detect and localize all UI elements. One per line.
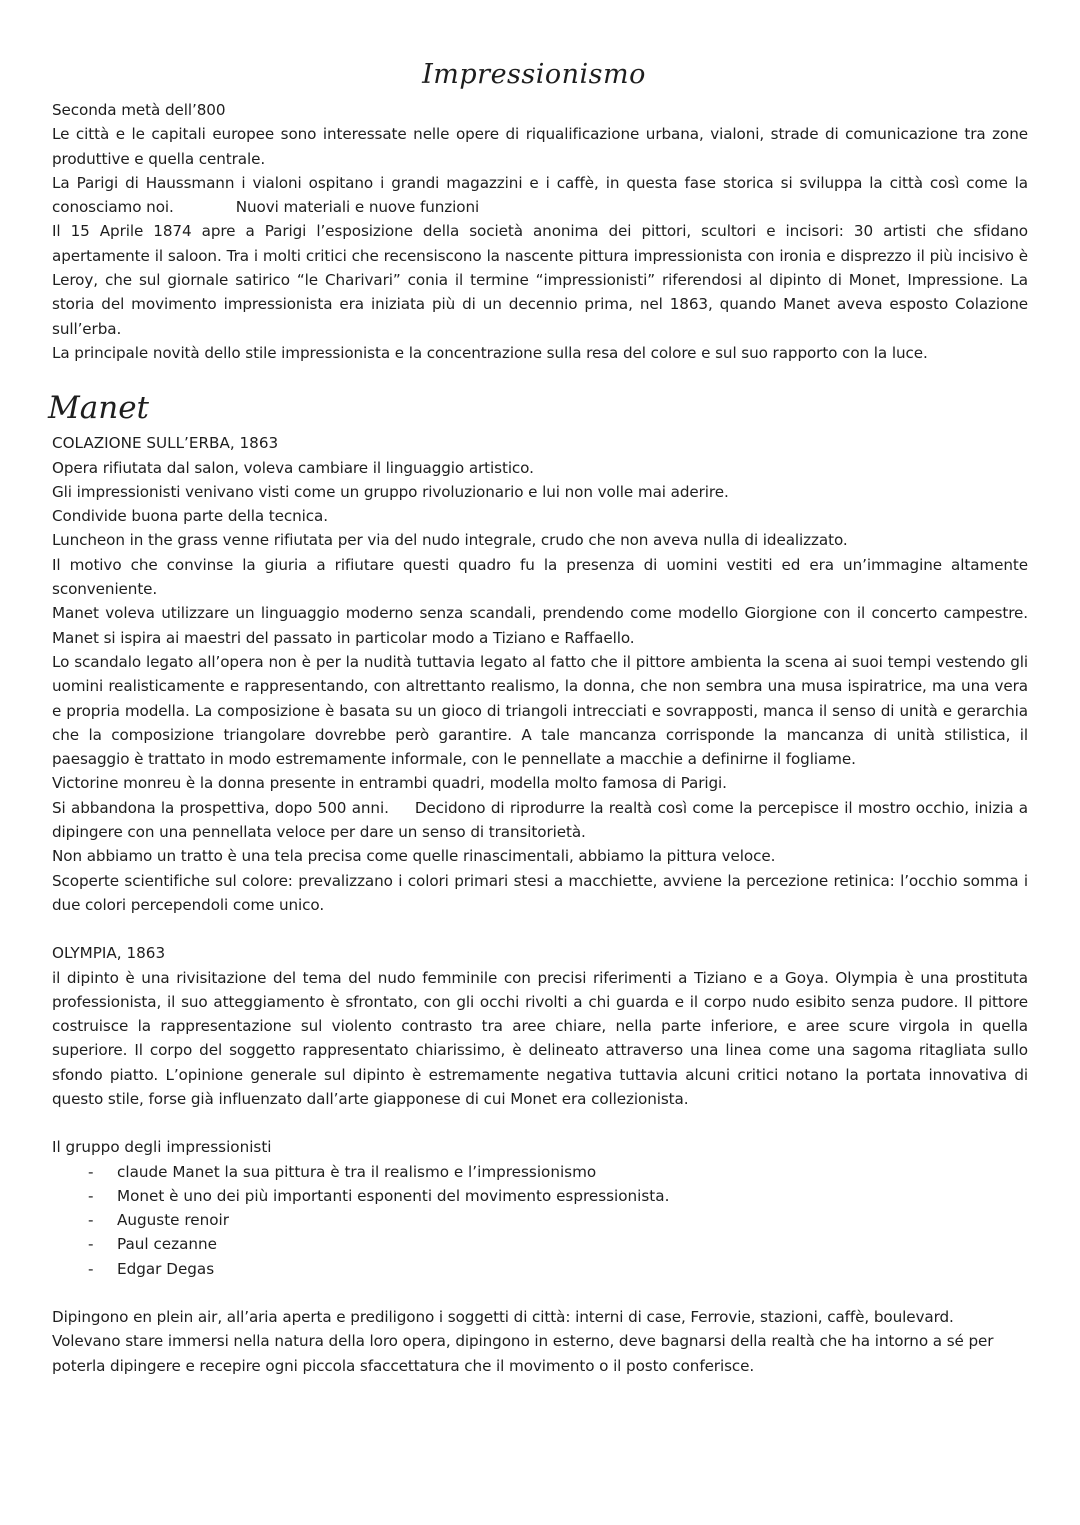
document-page bbox=[48, 58, 1028, 1378]
colazione-paragraph: Non abbiamo un tratto è una tela precisa come quelle rinascimentali, abbiamo la pittura veloce. bbox=[52, 847, 776, 866]
colazione-paragraph: Victorine monreu è la donna presente in entrambi quadri, modella molto famosa di Parigi. bbox=[52, 774, 727, 793]
closing-paragraph: Dipingono en plein air, all’aria aperta e prediligono i soggetti di città: interni di case, Ferrovie, stazioni, caffè, boulevard. bbox=[52, 1308, 954, 1327]
olympia-title: OLYMPIA, 1863 bbox=[52, 944, 166, 963]
page-title: Impressionismo bbox=[422, 59, 646, 90]
intro-paragraph bbox=[52, 171, 1028, 220]
colazione-paragraph: Luncheon in the grass venne rifiutata per via del nudo integrale, crudo che non aveva nulla di idealizzato. bbox=[52, 531, 848, 550]
colazione-paragraph: Condivide buona parte della tecnica. bbox=[52, 507, 328, 526]
perspective-text: Si abbandona la prospettiva, dopo 500 anni. bbox=[52, 798, 389, 817]
intro-paragraph: Le città e le capitali europee sono interessate nelle opere di riqualificazione urbana, vialoni, strade di comunicazione tra zone produttive e quella centrale. bbox=[52, 125, 1028, 168]
haussmann-text: La Parigi di Haussmann i vialoni ospitano i grandi magazzini e i caffè, in questa fase storica si sviluppa la città così come la conosciamo noi. bbox=[52, 173, 1028, 217]
closing-paragraph: Volevano stare immersi nella natura della loro opera, dipingono in esterno, deve bagnarsi della realtà che ha intorno a sé per poterla dipingere e recepire ogni piccola sfaccettatura che il movimento o il posto conferisce. bbox=[52, 1332, 994, 1375]
colazione-paragraph: Manet voleva utilizzare un linguaggio moderno senza scandali, prendendo come modello Giorgione con il concerto campestre. Manet si ispira ai maestri del passato in particolar modo a Tiziano e Raffaello. bbox=[52, 604, 1028, 647]
list-item: - claude Manet la sua pittura è tra il realismo e l’impressionismo bbox=[88, 1160, 1028, 1184]
intro-paragraph: La principale novità dello stile impressionista e la concentrazione sulla resa del colore e sul suo rapporto con la luce. bbox=[52, 343, 928, 362]
gruppo-title: Il gruppo degli impressionisti bbox=[52, 1138, 272, 1157]
list-item: - Monet è uno dei più importanti esponenti del movimento espressionista. bbox=[88, 1184, 1028, 1208]
colazione-paragraph: Scoperte scientifiche sul colore: prevalizzano i colori primari stesi a macchiette, avviene la percezione retinica: l’occhio somma i due colori percependoli come unico. bbox=[52, 871, 1028, 914]
impressionists-list bbox=[52, 1160, 1028, 1281]
intro-paragraph: Il 15 Aprile 1874 apre a Parigi l’esposizione della società anonima dei pittori, scultori e incisori: 30 artisti che sfidano apertamente il saloon. Tra i molti critici che recensiscono la nascente pittura impressionista con ironia e disprezzo il più incisivo è Leroy, che sul giornale satirico “le Charivari” conia il termine “impressionisti” riferendosi al dipinto di Monet, Impressione. La storia del movimento impressionista era iniziata più di un decennio prima, nel 1863, quando Manet aveva esposto Colazione sull’erba. bbox=[52, 222, 1028, 338]
colazione-paragraph bbox=[52, 796, 1028, 845]
intro-period: Seconda metà dell’800 bbox=[52, 101, 226, 119]
colazione-paragraph: Lo scandalo legato all’opera non è per la nudità tuttavia legato al fatto che il pittore ambienta la scena ai suoi tempi vestendo gli uomini realisticamente e rappresentando, con altrettanto realismo, la donna, che non sembra una musa ispiratrice, ma una vera e propria modella. La composizione è basata su un gioco di triangoli intrecciati e sovrapposti, manca il senso di unità e gerarchia che la composizione triangolare dovrebbe però garantire. A tale mancanza corrisponde la mancanza di unità stilistica, il paesaggio è trattato in modo estremamente informale, con le pennellate a macchie a definirne il fogliame. bbox=[52, 652, 1028, 769]
new-materials-note: Nuovi materiali e nuove funzioni bbox=[235, 198, 480, 217]
olympia-paragraph: il dipinto è una rivisitazione del tema del nudo femminile con precisi riferimenti a Tiziano e a Goya. Olympia è una prostituta professionista, il suo atteggiamento è sfrontato, con gli occhi rivolti a chi guarda e il corpo nudo esibito senza pudore. Il pittore costruisce la rappresentazione sul violento contrasto tra aree chiare, nella parte inferiore, e aree scure virgola in quella superiore. Il corpo del soggetto rappresentato chiarissimo, è delineato attraverso una linea come una sagoma ritagliata sullo sfondo piatto. L’opinione generale sul dipinto è estremamente negativa tuttavia alcuni critici notano la portata innovativa di questo stile, forse già influenzato dall’arte giapponese di cui Monet era collezionista. bbox=[52, 968, 1028, 1108]
colazione-paragraph: Il motivo che convinse la giuria a rifiutare questi quadro fu la presenza di uomini vestiti ed era un’immagine altamente sconveniente. bbox=[52, 555, 1028, 599]
colazione-title: COLAZIONE SULL’ERBA, 1863 bbox=[52, 434, 279, 453]
manet-heading: Manet bbox=[48, 390, 149, 427]
colazione-paragraph: Gli impressionisti venivano visti come un gruppo rivoluzionario e lui non volle mai aderire. bbox=[52, 482, 729, 501]
reality-text: Decidono di riprodurre la realtà così come la percepisce il mostro occhio, inizia a dipingere con una pennellata veloce per dare un senso di transitorietà. bbox=[52, 798, 1028, 842]
list-item: - Edgar Degas bbox=[88, 1257, 1028, 1281]
list-item: - Auguste renoir bbox=[88, 1208, 1028, 1232]
list-item: - Paul cezanne bbox=[88, 1232, 1028, 1256]
colazione-paragraph: Opera rifiutata dal salon, voleva cambiare il linguaggio artistico. bbox=[52, 458, 534, 477]
